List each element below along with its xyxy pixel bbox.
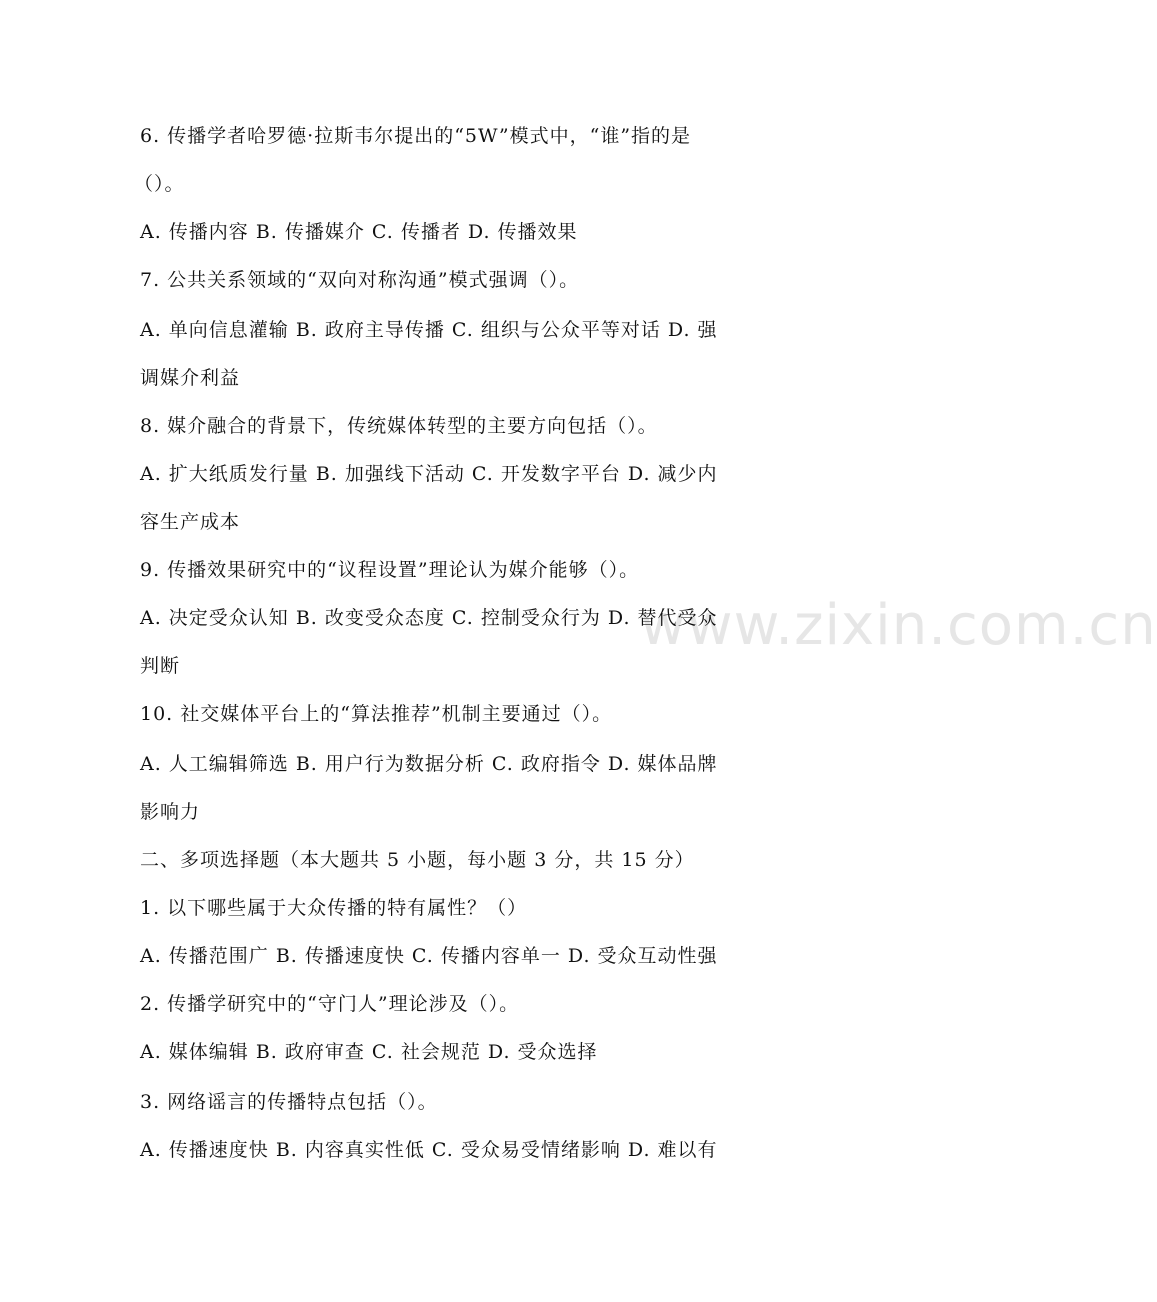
q8-stem: 8. 媒介融合的背景下，传统媒体转型的主要方向包括（）。 — [140, 415, 658, 437]
section-heading: 二、多项选择题（本大题共 5 小题，每小题 3 分，共 15 分） — [140, 849, 695, 871]
q10-stem: 10. 社交媒体平台上的“算法推荐”机制主要通过（）。 — [140, 703, 613, 725]
q8-options: A. 扩大纸质发行量 B. 加强线下活动 C. 开发数字平台 D. 减少内 — [140, 463, 718, 485]
q7-options: A. 单向信息灌输 B. 政府主导传播 C. 组织与公众平等对话 D. 强 — [140, 319, 718, 341]
mq1-stem: 1. 以下哪些属于大众传播的特有属性？（） — [140, 897, 528, 919]
q9-options-cont: 判断 — [140, 655, 181, 677]
q6-stem: 6. 传播学者哈罗德·拉斯韦尔提出的“5W”模式中，“谁”指的是 — [140, 125, 692, 147]
q6-stem-cont: （）。 — [134, 173, 185, 195]
q7-options-cont: 调媒介利益 — [140, 367, 241, 389]
q10-options-cont: 影响力 — [140, 801, 201, 823]
mq1-options: A. 传播范围广 B. 传播速度快 C. 传播内容单一 D. 受众互动性强 — [140, 945, 718, 967]
q7-stem: 7. 公共关系领域的“双向对称沟通”模式强调（）。 — [140, 269, 580, 291]
q6-options: A. 传播内容 B. 传播媒介 C. 传播者 D. 传播效果 — [140, 221, 578, 243]
q8-options-cont: 容生产成本 — [140, 511, 241, 533]
mq3-options: A. 传播速度快 B. 内容真实性低 C. 受众易受情绪影响 D. 难以有 — [140, 1139, 718, 1161]
mq2-stem: 2. 传播学研究中的“守门人”理论涉及（）。 — [140, 993, 520, 1015]
mq3-stem: 3. 网络谣言的传播特点包括（）。 — [140, 1091, 438, 1113]
watermark: www.zixin.com.cn — [640, 593, 1157, 658]
q9-options: A. 决定受众认知 B. 改变受众态度 C. 控制受众行为 D. 替代受众 — [140, 607, 718, 629]
q10-options: A. 人工编辑筛选 B. 用户行为数据分析 C. 政府指令 D. 媒体品牌 — [140, 753, 718, 775]
q9-stem: 9. 传播效果研究中的“议程设置”理论认为媒介能够（）。 — [140, 559, 640, 581]
mq2-options: A. 媒体编辑 B. 政府审查 C. 社会规范 D. 受众选择 — [140, 1041, 598, 1063]
